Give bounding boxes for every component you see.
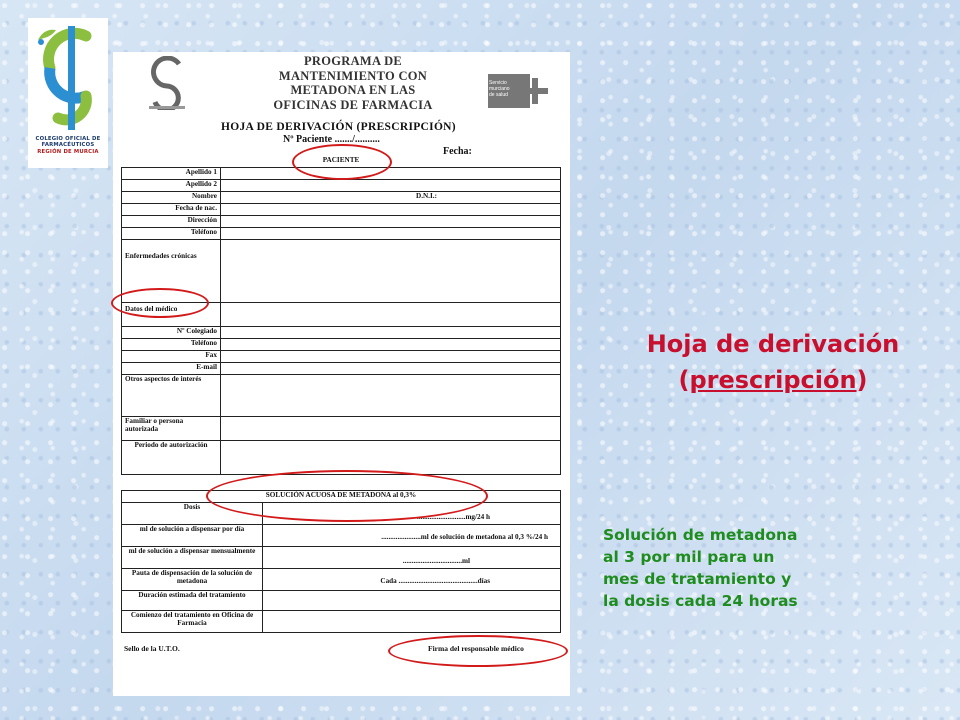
slide-title: [600, 326, 946, 398]
sms-line2: murciano: [489, 86, 510, 92]
desc-line2: al 3 por mil para un: [603, 548, 775, 566]
duracion-label: Duración estimada del tratamiento: [122, 591, 263, 611]
pauta-label: Pauta de dispensación de la solución de metadona: [122, 569, 263, 591]
pharmacy-snake-emblem-icon: [28, 18, 108, 136]
enfermedades-label: Enfermedades crónicas: [122, 239, 221, 302]
direccion-label: Dirección: [122, 215, 221, 227]
uto-stamp-label: Sello de la U.T.O.: [124, 644, 180, 653]
highlight-oval-solution: [206, 470, 488, 522]
slide-title-word: prescripción: [689, 366, 857, 394]
program-line3: METADONA EN LAS: [290, 83, 416, 97]
program-logo-icon: [147, 56, 187, 110]
colegiado-label: Nº Colegiado: [122, 326, 221, 338]
fax-label: Fax: [122, 350, 221, 362]
program-heading: [253, 54, 453, 112]
pauta-value: Cada ............................................días: [263, 569, 561, 591]
solution-header: SOLUCIÓN ACUOSA DE METADONA al 0,3%: [265, 491, 417, 499]
telefono-label: Teléfono: [122, 227, 221, 239]
patient-header: PACIENTE: [322, 156, 360, 164]
health-service-label: [489, 80, 525, 98]
highlight-oval-patient: [292, 144, 392, 180]
logo-line2: FARMACÉUTICOS: [41, 142, 95, 149]
fecha-nac-label: Fecha de nac.: [122, 203, 221, 215]
desc-line4: la dosis cada 24 horas: [603, 592, 798, 610]
logo-line1: COLEGIO OFICIAL DE: [35, 136, 101, 142]
program-line2: MANTENIMIENTO CON: [278, 68, 428, 83]
sms-line1: Servicio: [489, 80, 507, 86]
datos-medico-label: Datos del médico: [122, 302, 221, 326]
dni-label: D.N.I.:: [416, 191, 437, 200]
otros-label: Otros aspectos de interés: [122, 374, 221, 416]
slide-title-close: ): [856, 366, 868, 394]
telefono2-label: Teléfono: [122, 338, 221, 350]
comienzo-label: Comienzo del tratamiento en Oficina de Farmacia: [122, 611, 263, 633]
patient-number: Nº Paciente ......./..........: [283, 134, 380, 145]
form-title: HOJA DE DERIVACIÓN (PRESCRIPCIÓN): [221, 121, 456, 133]
college-logo: [28, 18, 108, 168]
program-line4: OFICINAS DE FARMACIA: [273, 97, 433, 112]
desc-line3: mes de tratamiento y: [603, 570, 792, 588]
ml-dia-value: ......................ml de solución de metadona al 0,3 %/24 h: [263, 525, 561, 547]
program-line1: PROGRAMA DE: [303, 54, 403, 68]
apellido2-label: Apellido 2: [122, 179, 221, 191]
slide-title-open: (: [678, 366, 690, 394]
ml-mes-value: .................................ml: [263, 547, 561, 569]
form-date: Fecha:: [443, 146, 472, 157]
slide-title-line2: [600, 362, 946, 398]
apellido1-label: Apellido 1: [122, 167, 221, 179]
nombre-label: Nombre: [122, 191, 221, 203]
referral-form-image: [113, 52, 570, 696]
highlight-oval-signature: [388, 635, 568, 667]
dosis-value: ...........................mg/24 h: [263, 503, 561, 525]
desc-line1: Solución de metadona: [603, 526, 798, 544]
highlight-oval-doctor: [111, 288, 209, 318]
dosis-label: Dosis: [122, 503, 263, 525]
sms-line3: de salud: [489, 92, 508, 98]
slide-description: [603, 524, 853, 612]
doctor-signature-label: Firma del responsable médico: [428, 644, 524, 653]
slide-title-line1: Hoja de derivación: [646, 330, 900, 358]
familiar-label: Familiar o persona autorizada: [122, 416, 221, 440]
email-label: E-mail: [122, 362, 221, 374]
periodo-label: Periodo de autorización: [122, 440, 221, 474]
logo-region: REGIÓN DE MURCIA: [37, 148, 99, 155]
ml-dia-label: ml de solución a dispensar por día: [122, 525, 263, 547]
ml-mes-label: ml de solución a dispensar mensualmente: [122, 547, 263, 569]
